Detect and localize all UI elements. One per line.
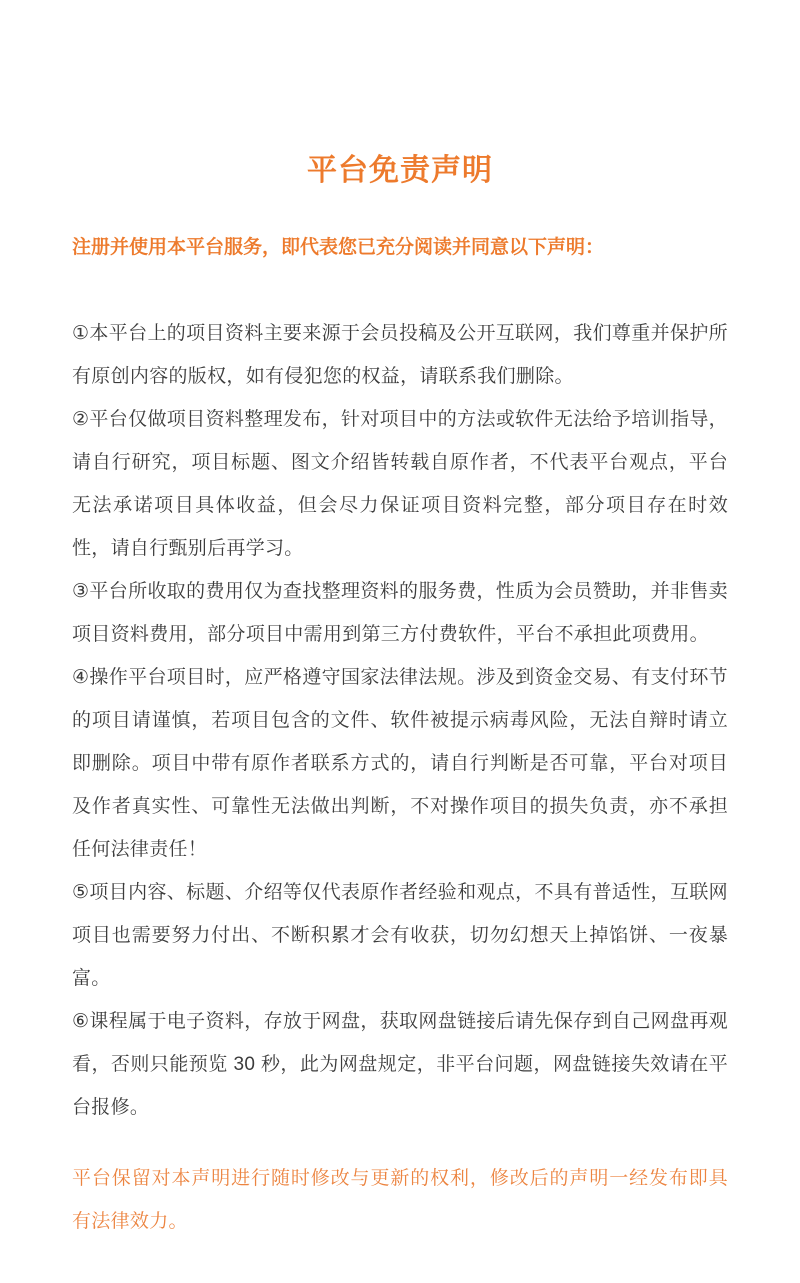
disclaimer-clause-6: ⑥课程属于电子资料，存放于网盘，获取网盘链接后请先保存到自己网盘再观看，否则只能预览 30 秒，此为网盘规定，非平台问题，网盘链接失效请在平台报修。 <box>72 1011 728 1118</box>
disclaimer-clause-5: ⑤项目内容、标题、介绍等仅代表原作者经验和观点，不具有普适性，互联网项目也需要努力付出、不断积累才会有收获，切勿幻想天上掉馅饼、一夜暴富。 <box>72 882 728 989</box>
disclaimer-clause-4: ④操作平台项目时，应严格遵守国家法律法规。涉及到资金交易、有支付环节的项目请谨慎，若项目包含的文件、软件被提示病毒风险，无法自辩时请立即删除。项目中带有原作者联系方式的，请自行判断是否可靠，平台对项目及作者真实性、可靠性无法做出判断，不对操作项目的损失负责，亦不承担任何法律责任！ <box>72 667 728 860</box>
disclaimer-clause-2: ②平台仅做项目资料整理发布，针对项目中的方法或软件无法给予培训指导，请自行研究，项目标题、图文介绍皆转载自原作者，不代表平台观点，平台无法承诺项目具体收益，但会尽力保证项目资料完整，部分项目存在时效性，请自行甄别后再学习。 <box>72 409 728 559</box>
disclaimer-clause-1: ①本平台上的项目资料主要来源于会员投稿及公开互联网，我们尊重并保护所有原创内容的版权，如有侵犯您的权益，请联系我们删除。 <box>72 323 728 387</box>
disclaimer-clauses <box>72 312 728 1129</box>
page-title: 平台免责声明 <box>307 154 493 187</box>
disclaimer-intro: 注册并使用本平台服务，即代表您已充分阅读并同意以下声明： <box>72 237 605 258</box>
disclaimer-footer-note: 平台保留对本声明进行随时修改与更新的权利，修改后的声明一经发布即具有法律效力。 <box>72 1168 728 1232</box>
disclaimer-clause-3: ③平台所收取的费用仅为查找整理资料的服务费，性质为会员赞助，并非售卖项目资料费用，部分项目中需用到第三方付费软件，平台不承担此项费用。 <box>72 581 728 645</box>
disclaimer-page <box>0 152 800 1283</box>
